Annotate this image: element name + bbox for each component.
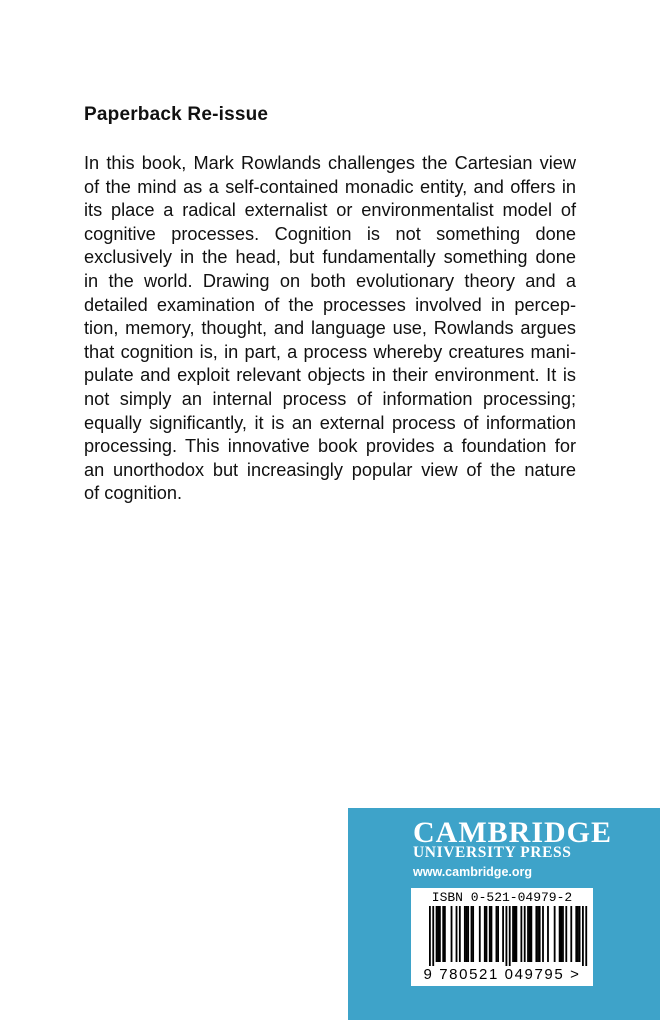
description-line: processing. This innovative book provides a foundation for	[84, 436, 576, 457]
publisher-url: www.cambridge.org	[413, 865, 533, 879]
barcode-bar	[442, 906, 444, 962]
barcode-bar	[542, 906, 544, 962]
description-line: In this book, Mark Rowlands challenges the Cartesian view	[84, 153, 576, 173]
barcode-bar	[570, 906, 572, 962]
description-line: detailed examination of the processes involved in percep-	[84, 294, 576, 315]
description-line: of the mind as a self-contained monadic entity, and offers in	[84, 176, 576, 197]
barcode-bar	[479, 906, 481, 962]
barcode-bar	[486, 906, 488, 962]
barcode-bar	[537, 906, 539, 962]
barcode-bar	[529, 906, 531, 962]
barcode-bar	[429, 906, 431, 966]
barcode-bar	[577, 906, 579, 962]
description-line: in the world. Drawing on both evolutionary theory and a	[84, 270, 576, 291]
description-line: pulate and exploit relevant objects in their environment. It is	[84, 365, 576, 386]
barcode-bar	[524, 906, 526, 962]
barcode-digits: 9 780521 049795 >	[423, 966, 581, 983]
barcode-label	[411, 888, 593, 986]
description-line: not simply an internal process of information processing;	[84, 388, 576, 409]
barcode-bar	[554, 906, 556, 962]
barcode-bar	[515, 906, 517, 962]
barcode-bar	[575, 906, 577, 962]
barcode-bar	[512, 906, 514, 962]
barcode-bar	[437, 906, 439, 962]
barcode-bar	[439, 906, 441, 962]
description-line: tion, memory, thought, and language use, Rowlands argues	[84, 318, 576, 339]
barcode-bar	[484, 906, 486, 962]
barcode-bar	[535, 906, 537, 962]
barcode-bar	[506, 906, 508, 966]
barcode-bar	[471, 906, 473, 962]
barcode-bar	[582, 906, 584, 966]
barcode-bar	[579, 906, 581, 962]
barcode-bar	[530, 906, 532, 962]
barcode-bar	[565, 906, 567, 962]
barcode-bar	[502, 906, 504, 962]
barcode-bar	[436, 906, 438, 962]
barcode-bar	[514, 906, 516, 962]
description-line: its place a radical externalist or environmentalist model of	[84, 200, 576, 221]
barcode-bar	[456, 906, 458, 962]
barcode-bar	[527, 906, 529, 962]
description-line: of cognition.	[84, 483, 183, 504]
description-line: that cognition is, in part, a process whereby creatures mani-	[84, 341, 576, 362]
barcode-bar	[444, 906, 446, 962]
barcode-bar	[547, 906, 549, 962]
publisher-logo-name: CAMBRIDGE	[413, 816, 613, 849]
book-description	[84, 152, 576, 506]
barcode-bar	[559, 906, 561, 962]
description-line: cognitive processes. Cognition is not something done	[84, 223, 576, 244]
barcode-bar	[451, 906, 453, 962]
barcode-bar	[489, 906, 491, 962]
barcode-bar	[539, 906, 541, 962]
barcode-bar	[496, 906, 498, 962]
barcode-bar	[472, 906, 474, 962]
barcode-bar	[432, 906, 434, 966]
description-line: an unorthodox but increasingly popular view of the nature	[84, 459, 576, 480]
barcode-bar	[509, 906, 511, 966]
barcode-bar	[467, 906, 469, 962]
barcode-bar	[497, 906, 499, 962]
barcode-bar	[560, 906, 562, 962]
description-line: equally significantly, it is an external process of information	[84, 412, 576, 433]
barcode-bar	[520, 906, 522, 962]
barcode-bar	[562, 906, 564, 962]
barcode-bar	[464, 906, 466, 962]
barcode-bar	[466, 906, 468, 962]
barcode-icon	[415, 906, 589, 966]
barcode-bar	[459, 906, 461, 962]
isbn-number: ISBN 0-521-04979-2	[431, 890, 573, 905]
barcode-bar	[585, 906, 587, 966]
barcode-bar	[491, 906, 493, 962]
publisher-logo-subtitle: UNIVERSITY PRESS	[413, 844, 572, 861]
section-heading: Paperback Re-issue	[84, 104, 269, 125]
publisher-panel	[348, 808, 660, 1020]
description-line: exclusively in the head, but fundamentally something done	[84, 247, 576, 268]
